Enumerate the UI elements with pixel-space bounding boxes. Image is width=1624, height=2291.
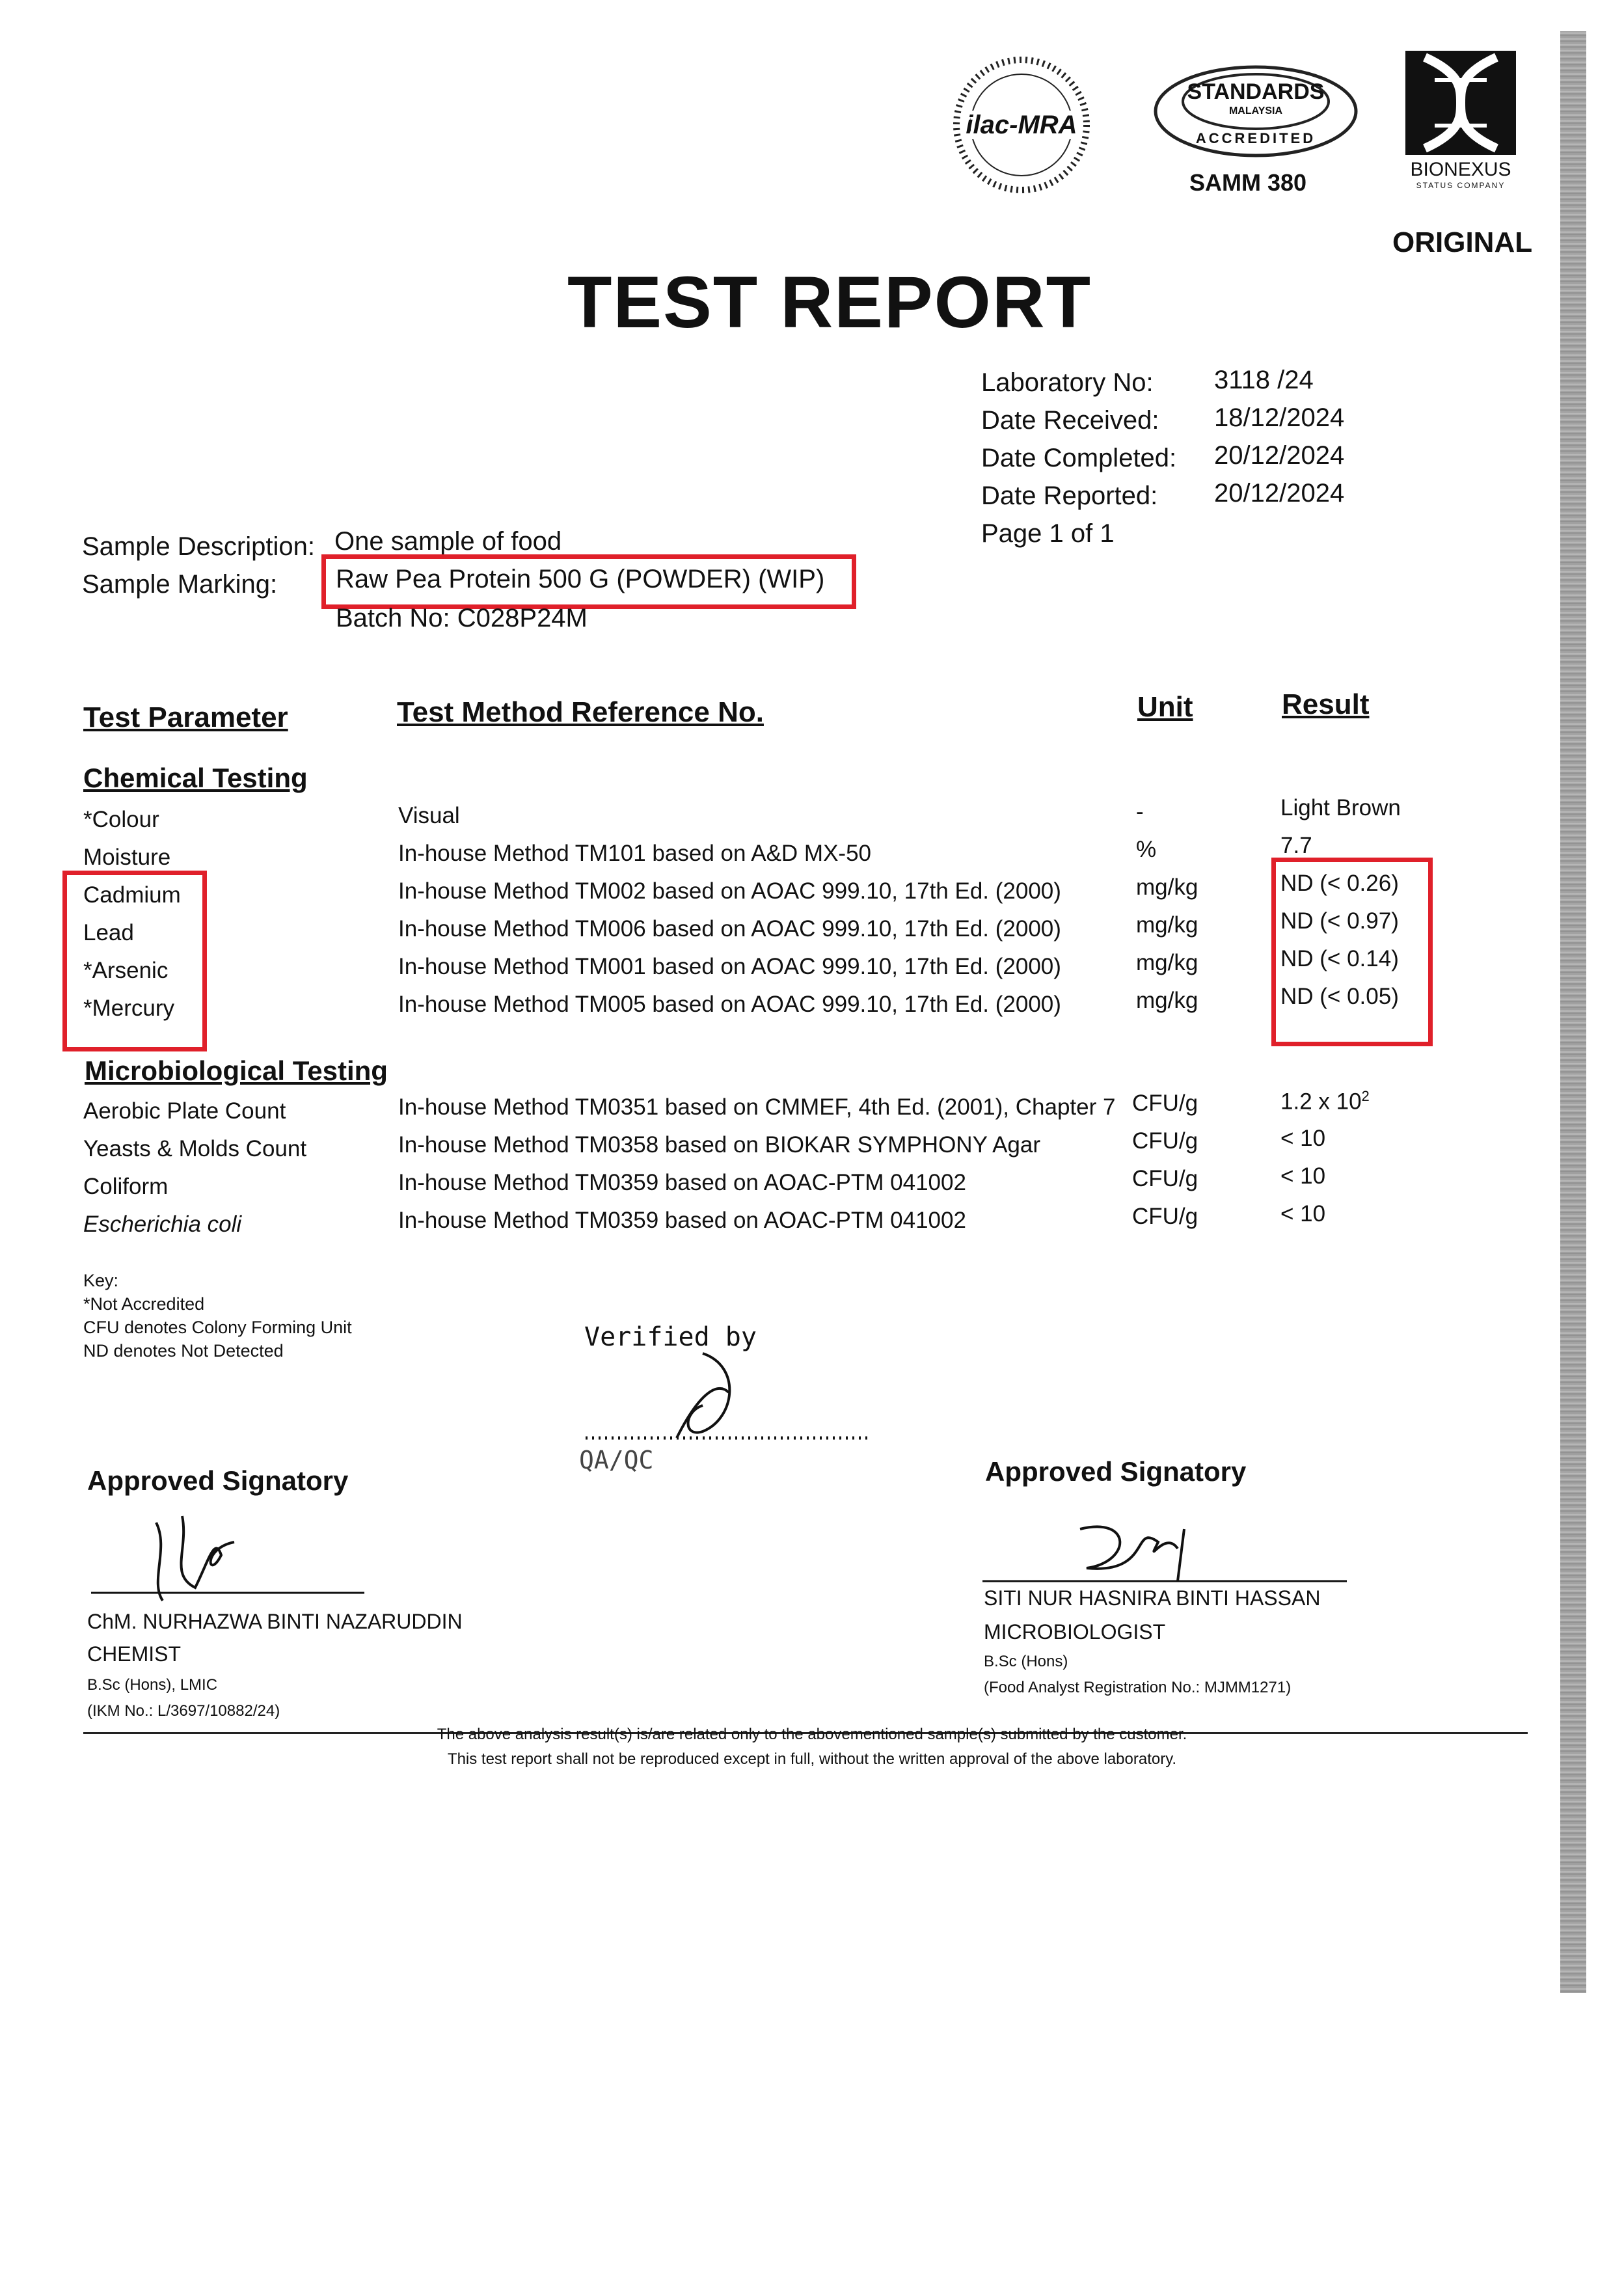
micro-unit-coliform: CFU/g — [1132, 1166, 1198, 1191]
micro-param-aerobic: Aerobic Plate Count — [83, 1098, 286, 1124]
ilac-label: ilac-MRA — [966, 111, 1077, 139]
right-signatory-registration: (Food Analyst Registration No.: MJMM1271) — [984, 1679, 1292, 1696]
micro-unit-ecoli: CFU/g — [1132, 1204, 1198, 1229]
chem-result-cadmium: ND (< 0.26) — [1280, 871, 1399, 896]
key-cfu: CFU denotes Colony Forming Unit — [83, 1318, 352, 1337]
date-completed-value: 20/12/2024 — [1214, 441, 1345, 470]
original-stamp: ORIGINAL — [1392, 226, 1533, 258]
header-test-parameter: Test Parameter — [83, 701, 288, 733]
date-completed-label: Date Completed: — [981, 444, 1177, 472]
lab-no-label: Laboratory No: — [981, 368, 1154, 397]
chem-method-moisture: In-house Method TM101 based on A&D MX-50 — [398, 841, 872, 866]
chem-result-moisture: 7.7 — [1280, 833, 1312, 858]
key-nd: ND denotes Not Detected — [83, 1341, 284, 1361]
bionexus-logo — [1399, 51, 1522, 194]
header-test-method: Test Method Reference No. — [397, 696, 764, 728]
heavy-metals-parameter-highlight — [62, 871, 207, 1051]
chem-param-colour: *Colour — [83, 807, 159, 832]
left-signatory-name: ChM. NURHAZWA BINTI NAZARUDDIN — [87, 1610, 463, 1633]
chem-unit-colour: - — [1136, 799, 1144, 824]
right-signatory-qualification: B.Sc (Hons) — [984, 1653, 1068, 1670]
date-received-label: Date Received: — [981, 406, 1159, 435]
key-not-accredited: *Not Accredited — [83, 1294, 205, 1314]
chem-param-lead: Lead — [83, 920, 134, 945]
header-unit: Unit — [1137, 691, 1193, 723]
sample-marking-label: Sample Marking: — [82, 570, 278, 599]
bionexus-sub-label: STATUS COMPANY — [1416, 181, 1506, 190]
lab-no-value: 3118 /24 — [1214, 366, 1314, 394]
chem-param-cadmium: Cadmium — [83, 882, 181, 908]
date-received-value: 18/12/2024 — [1214, 403, 1345, 432]
key-title: Key: — [83, 1271, 119, 1290]
micro-result-ecoli: < 10 — [1280, 1201, 1326, 1227]
section-microbiological-testing: Microbiological Testing — [85, 1055, 388, 1086]
chem-method-cadmium: In-house Method TM002 based on AOAC 999.10, 17th Ed. (2000) — [398, 878, 1061, 904]
standards-label: STANDARDS — [1187, 79, 1325, 104]
verified-by-label: Verified by — [584, 1322, 757, 1352]
chem-method-colour: Visual — [398, 803, 460, 828]
sample-description-value: One sample of food — [334, 527, 562, 556]
batch-number: Batch No: C028P24M — [336, 604, 588, 632]
footer-line-1: The above analysis result(s) is/are related only to the abovementioned sample(s) submitted by the customer. — [437, 1726, 1187, 1743]
chem-unit-mercury: mg/kg — [1136, 988, 1198, 1013]
chem-method-lead: In-house Method TM006 based on AOAC 999.10, 17th Ed. (2000) — [398, 916, 1061, 942]
standards-malaysia-logo — [1152, 62, 1360, 160]
sample-marking-value: Raw Pea Protein 500 G (POWDER) (WIP) — [336, 565, 825, 593]
left-signature — [91, 1510, 364, 1607]
left-signatory-qualification: B.Sc (Hons), LMIC — [87, 1676, 218, 1694]
right-signatory-name: SITI NUR HASNIRA BINTI HASSAN — [984, 1586, 1321, 1610]
micro-method-coliform: In-house Method TM0359 based on AOAC-PTM 041002 — [398, 1170, 966, 1195]
micro-param-coliform: Coliform — [83, 1174, 169, 1199]
section-chemical-testing: Chemical Testing — [83, 763, 308, 793]
micro-result-aerobic-exponent: 2 — [1361, 1088, 1370, 1104]
ilac-mra-logo — [950, 53, 1093, 197]
micro-param-ecoli: Escherichia coli — [83, 1212, 242, 1237]
micro-result-yeasts: < 10 — [1280, 1126, 1326, 1151]
left-signatory-role: CHEMIST — [87, 1642, 181, 1666]
chem-result-colour: Light Brown — [1280, 795, 1401, 820]
header-result: Result — [1282, 688, 1370, 720]
chem-method-arsenic: In-house Method TM001 based on AOAC 999.10, 17th Ed. (2000) — [398, 954, 1061, 979]
chem-param-arsenic: *Arsenic — [83, 958, 169, 983]
right-signatory-role: MICROBIOLOGIST — [984, 1620, 1166, 1644]
left-signatory-registration: (IKM No.: L/3697/10882/24) — [87, 1702, 280, 1720]
bionexus-label: BIONEXUS — [1410, 159, 1511, 180]
left-approved-signatory: Approved Signatory — [87, 1465, 349, 1496]
chem-param-mercury: *Mercury — [83, 996, 175, 1021]
heavy-metals-result-highlight — [1271, 858, 1433, 1046]
page-number: Page 1 of 1 — [981, 519, 1115, 548]
sample-description-label: Sample Description: — [82, 532, 315, 561]
micro-result-aerobic-base: 1.2 x 10 — [1280, 1089, 1362, 1115]
chem-unit-moisture: % — [1136, 837, 1157, 862]
micro-result-aerobic — [1280, 1088, 1370, 1115]
micro-method-aerobic: In-house Method TM0351 based on CMMEF, 4th Ed. (2001), Chapter 7 — [398, 1094, 1116, 1120]
right-approved-signatory: Approved Signatory — [985, 1456, 1247, 1487]
micro-method-ecoli: In-house Method TM0359 based on AOAC-PTM 041002 — [398, 1208, 966, 1233]
verifier-role: QA/QC — [579, 1446, 654, 1474]
chem-result-arsenic: ND (< 0.14) — [1280, 946, 1399, 971]
key-block — [83, 1269, 352, 1362]
accredited-label: ACCREDITED — [1195, 130, 1316, 146]
chem-result-lead: ND (< 0.97) — [1280, 908, 1399, 934]
micro-param-yeasts: Yeasts & Molds Count — [83, 1136, 307, 1161]
chem-unit-cadmium: mg/kg — [1136, 874, 1198, 900]
chem-param-moisture: Moisture — [83, 845, 171, 870]
micro-unit-yeasts: CFU/g — [1132, 1128, 1198, 1154]
chem-method-mercury: In-house Method TM005 based on AOAC 999.10, 17th Ed. (2000) — [398, 992, 1061, 1017]
malaysia-label: MALAYSIA — [1228, 105, 1283, 116]
date-reported-value: 20/12/2024 — [1214, 479, 1345, 508]
chem-result-mercury: ND (< 0.05) — [1280, 984, 1399, 1009]
chem-unit-lead: mg/kg — [1136, 912, 1198, 938]
micro-unit-aerobic: CFU/g — [1132, 1091, 1198, 1116]
micro-method-yeasts: In-house Method TM0358 based on BIOKAR SYMPHONY Agar — [398, 1132, 1041, 1158]
page-title: TEST REPORT — [567, 262, 1092, 343]
samm-number: SAMM 380 — [1189, 169, 1307, 196]
date-reported-label: Date Reported: — [981, 481, 1158, 510]
chem-unit-arsenic: mg/kg — [1136, 950, 1198, 975]
footer-line-2: This test report shall not be reproduced except in full, without the written approval of the above laboratory. — [447, 1750, 1177, 1768]
micro-result-coliform: < 10 — [1280, 1163, 1326, 1189]
